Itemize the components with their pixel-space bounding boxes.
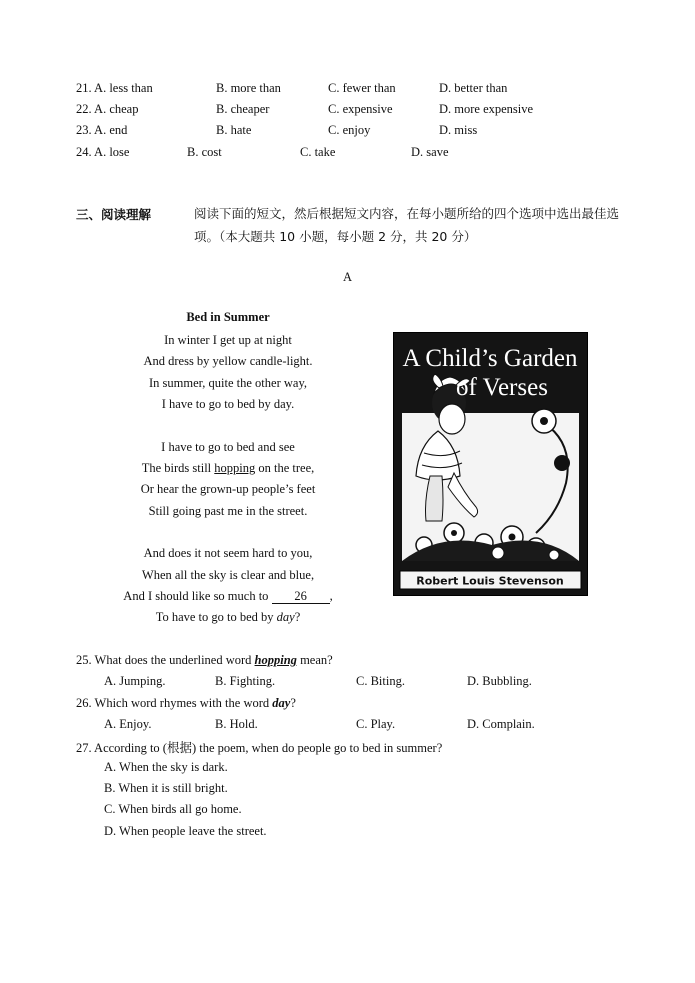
section-title: 三、阅读理解 <box>76 207 152 222</box>
cloze-row-21 <box>76 81 636 99</box>
option-b: B. When it is still bright. <box>104 781 228 795</box>
poem-line: I have to go to bed and see <box>161 440 295 454</box>
option-c: C. Play. <box>356 717 396 731</box>
option-b: B. Fighting. <box>215 674 276 688</box>
option-c: C. When birds all go home. <box>104 802 242 816</box>
option-a: 24. A. lose <box>76 145 130 159</box>
option-a: 21. A. less than <box>76 81 153 95</box>
key-word: day <box>272 696 291 710</box>
option-b: B. more than <box>216 81 281 95</box>
poem-line: Still going past me in the street. <box>148 504 308 518</box>
book-cover-image <box>393 332 588 596</box>
poem-text: , <box>329 589 333 603</box>
option-d: D. better than <box>439 81 508 95</box>
option-a: 23. A. end <box>76 123 128 137</box>
poem-line <box>100 461 356 476</box>
option-d: D. more expensive <box>439 102 534 116</box>
option-d: D. Bubbling. <box>467 674 532 688</box>
cover-title-line2: of Verses <box>456 374 548 401</box>
poem-line: I have to go to bed by day. <box>161 397 295 411</box>
cover-author: Robert Louis Stevenson <box>416 574 564 588</box>
poem-line: And does it not seem hard to you, <box>143 546 313 560</box>
option-b: B. hate <box>216 123 252 137</box>
option-a: 22. A. cheap <box>76 102 139 116</box>
question-27-stem: 27. According to (根据) the poem, when do people go to bed in summer? <box>76 741 443 755</box>
poem-text: The birds still <box>141 461 212 475</box>
option-a: A. When the sky is dark. <box>104 760 228 774</box>
poem-line: Or hear the grown-up people’s feet <box>140 482 316 496</box>
poem-line: And dress by yellow candle-light. <box>143 354 313 368</box>
option-c: C. Biting. <box>356 674 405 688</box>
cloze-row-22 <box>76 102 636 120</box>
option-c: C. enjoy <box>328 123 371 137</box>
poem-line: In winter I get up at night <box>164 333 292 347</box>
poem-text: To have to go to bed by <box>155 610 274 624</box>
option-d: D. Complain. <box>467 717 535 731</box>
option-b: B. cheaper <box>216 102 270 116</box>
cloze-row-24 <box>76 145 636 163</box>
answer-blank: 26 <box>272 590 330 604</box>
option-b: B. Hold. <box>215 717 258 731</box>
option-d: D. When people leave the street. <box>104 824 267 838</box>
poem-text: on the tree, <box>258 461 315 475</box>
option-d: D. miss <box>439 123 478 137</box>
poem-line <box>100 589 356 604</box>
poem-line: When all the sky is clear and blue, <box>141 568 315 582</box>
poem-line: In summer, quite the other way, <box>148 376 308 390</box>
question-25-options <box>104 674 664 692</box>
italic-word: day <box>276 610 295 624</box>
option-c: C. fewer than <box>328 81 396 95</box>
stem-text: 26. Which word rhymes with the word <box>76 696 270 710</box>
stem-text: 25. What does the underlined word <box>76 653 252 667</box>
option-c: C. take <box>300 145 336 159</box>
option-a: A. Jumping. <box>104 674 166 688</box>
cover-title-line1: A Child’s Garden <box>402 345 578 372</box>
cover-illustration <box>394 333 587 595</box>
option-a: A. Enjoy. <box>104 717 152 731</box>
key-word: hopping <box>254 653 297 667</box>
poem-title: Bed in Summer <box>186 310 270 324</box>
section-instruction: 阅读下面的短文，然后根据短文内容，在每小题所给的四个选项中选出最佳选项。（本大题共 10 小题，每小题 2 分，共 20 分） <box>194 206 620 244</box>
poem-line <box>100 610 356 625</box>
cloze-row-23 <box>76 123 636 141</box>
option-b: B. cost <box>187 145 222 159</box>
question-25-stem <box>76 653 333 668</box>
stem-text: ? <box>290 696 296 710</box>
underlined-word: hopping <box>214 461 256 475</box>
passage-label: A <box>343 270 353 284</box>
question-26-stem <box>76 696 296 711</box>
stem-text: mean? <box>300 653 333 667</box>
question-26-options <box>104 717 664 735</box>
option-d: D. save <box>411 145 449 159</box>
poem-text: ? <box>294 610 301 624</box>
option-c: C. expensive <box>328 102 393 116</box>
poem-text: And I should like so much to <box>123 589 269 603</box>
